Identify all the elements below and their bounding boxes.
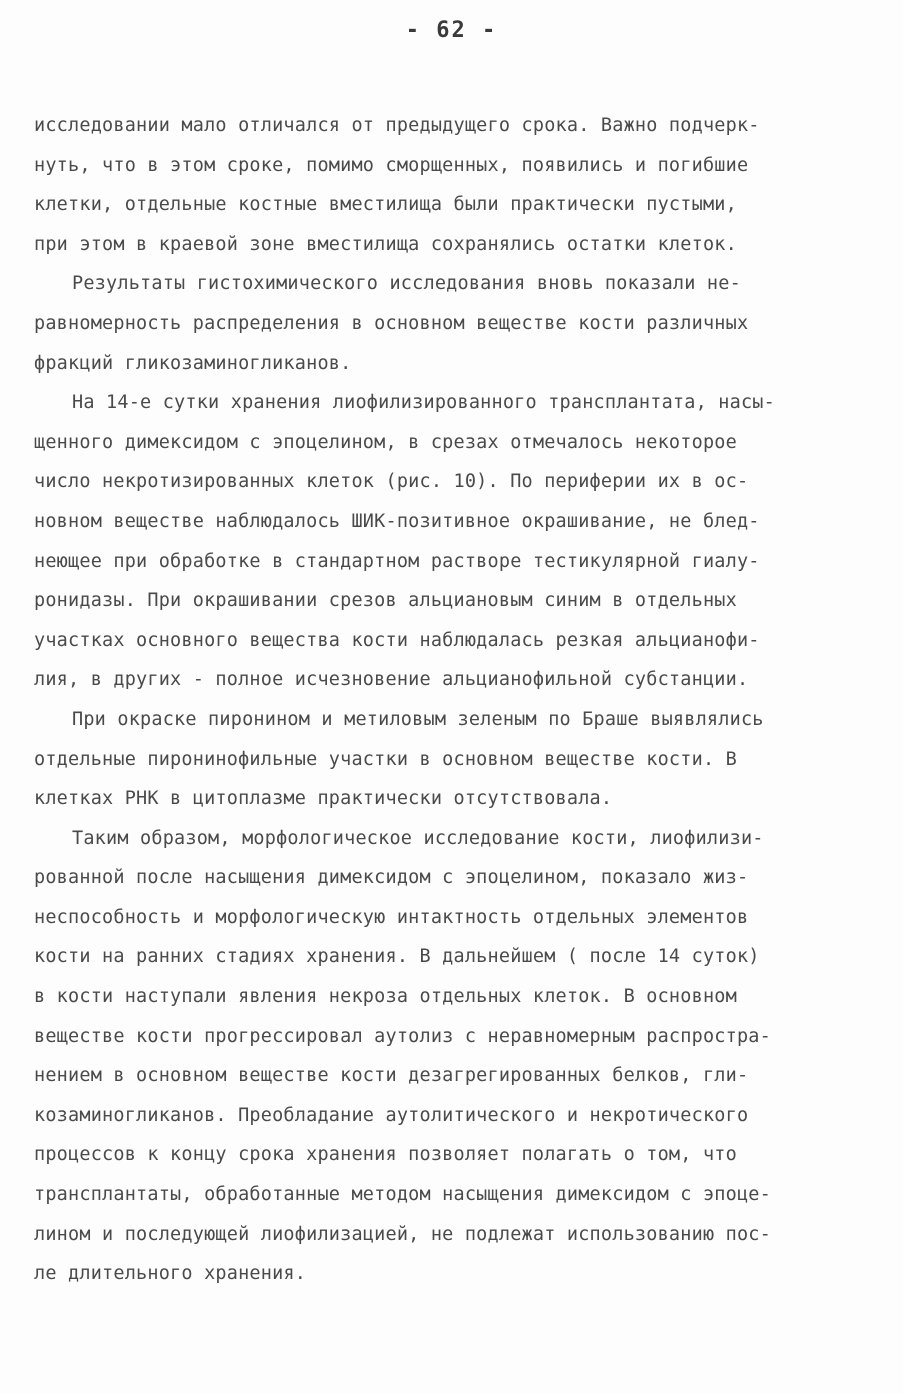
- text-line: рованной после насыщения димексидом с эпоцелином, показало жиз-: [34, 867, 749, 889]
- text-line: равномерность распределения в основном веществе кости различных: [34, 312, 749, 334]
- text-line: козаминогликанов. Преобладание аутолитического и некротического: [34, 1104, 749, 1126]
- text-line: нуть, что в этом сроке, помимо сморщенных, появились и погибшие: [34, 154, 749, 176]
- paragraph-start-line: Таким образом, морфологическое исследование кости, лиофилизи-: [72, 827, 764, 849]
- text-line: кости на ранних стадиях хранения. В дальнейшем ( после 14 суток): [34, 946, 760, 968]
- text-line: нением в основном веществе кости дезагрегированных белков, гли-: [34, 1065, 749, 1087]
- body-text: [34, 106, 879, 1294]
- text-line: трансплантаты, обработанные методом насыщения димексидом с эпоце-: [34, 1184, 771, 1206]
- text-line: в кости наступали явления некроза отдельных клеток. В основном: [34, 986, 737, 1008]
- text-line: участках основного вещества кости наблюдалась резкая альцианофи-: [34, 629, 760, 651]
- text-line: процессов к концу срока хранения позволяет полагать о том, что: [34, 1144, 737, 1166]
- text-line: клетках РНК в цитоплазме практически отсутствовала.: [34, 788, 613, 810]
- text-line: веществе кости прогрессировал аутолиз с неравномерным распростра-: [34, 1025, 771, 1047]
- text-line: ронидазы. При окрашивании срезов альциановым синим в отдельных: [34, 590, 737, 612]
- paragraph-start-line: При окраске пиронином и метиловым зеленым по Браше выявлялись: [72, 708, 764, 730]
- text-line: неющее при обработке в стандартном растворе тестикулярной гиалу-: [34, 550, 760, 572]
- text-line: лия, в других - полное исчезновение альцианофильной субстанции.: [34, 669, 749, 691]
- text-line: лином и последующей лиофилизацией, не подлежат использованию пос-: [34, 1223, 771, 1245]
- text-line: отдельные пиронинофильные участки в основном веществе кости. В: [34, 748, 737, 770]
- text-line: щенного димексидом с эпоцелином, в срезах отмечалось некоторое: [34, 431, 737, 453]
- text-line: клетки, отдельные костные вместилища были практически пустыми,: [34, 194, 737, 216]
- text-line: новном веществе наблюдалось ШИК-позитивное окрашивание, не блед-: [34, 510, 760, 532]
- text-line: исследовании мало отличался от предыдущего срока. Важно подчерк-: [34, 115, 760, 136]
- text-line: неспособность и морфологическую интактность отдельных элементов: [34, 906, 749, 928]
- paragraph-start-line: На 14-е сутки хранения лиофилизированного трансплантата, насы-: [72, 392, 775, 414]
- text-line: фракций гликозаминогликанов.: [34, 352, 352, 374]
- text-line: число некротизированных клеток (рис. 10). По периферии их в ос-: [34, 471, 749, 493]
- text-line: ле длительного хранения.: [34, 1263, 307, 1285]
- paragraph-start-line: Результаты гистохимического исследования вновь показали не-: [72, 273, 741, 295]
- page-number: - 62 -: [405, 18, 498, 43]
- text-line: при этом в краевой зоне вместилища сохранялись остатки клеток.: [34, 233, 737, 255]
